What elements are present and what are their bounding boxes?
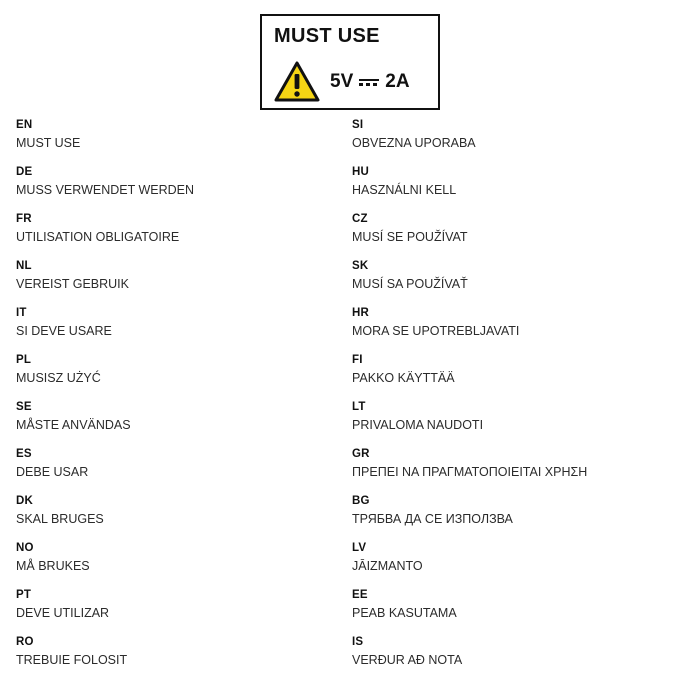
label-rating-row: [274, 61, 410, 103]
language-text: MÅ BRUKES: [16, 559, 90, 573]
list-item: [16, 588, 340, 621]
list-item: [352, 165, 680, 198]
list-item: [16, 118, 340, 151]
language-code: HR: [352, 307, 370, 319]
language-code: CZ: [352, 213, 368, 225]
list-item: [352, 353, 680, 386]
language-code: SI: [352, 119, 364, 131]
list-item: [16, 400, 340, 433]
language-code: FI: [352, 354, 363, 366]
language-text: DEVE UTILIZAR: [16, 606, 110, 620]
list-item: [16, 541, 340, 574]
language-text: MUSÍ SA POUŽÍVAŤ: [352, 277, 468, 291]
language-code: LV: [352, 542, 367, 554]
power-rating: [330, 71, 410, 93]
language-text: SKAL BRUGES: [16, 512, 104, 526]
dc-current-symbol: [359, 75, 379, 89]
language-text: VEREIST GEBRUIK: [16, 277, 129, 291]
must-use-label-box: [260, 14, 440, 110]
language-text: VERÐUR AÐ NOTA: [352, 653, 463, 667]
language-text: MUSISZ UŻYĆ: [16, 371, 101, 385]
language-code: FR: [16, 213, 32, 225]
list-item: [352, 400, 680, 433]
language-code: HU: [352, 166, 370, 178]
language-text: UTILISATION OBLIGATOIRE: [16, 230, 180, 244]
list-item: [16, 635, 340, 668]
language-code: EE: [352, 589, 368, 601]
list-item: [16, 353, 340, 386]
list-item: [16, 259, 340, 292]
language-text: PAKKO KÄYTTÄÄ: [352, 371, 455, 385]
current-value: 2A: [385, 71, 410, 92]
language-text: TREBUIE FOLOSIT: [16, 653, 128, 667]
language-code: PT: [16, 589, 32, 601]
language-text: MUST USE: [16, 136, 81, 150]
voltage-value: 5V: [330, 71, 354, 92]
list-item: [352, 447, 680, 480]
language-text: OBVEZNA UPORABA: [352, 136, 476, 150]
list-item: [16, 494, 340, 527]
label-title: MUST USE: [274, 25, 380, 47]
language-code: IS: [352, 636, 364, 648]
language-code: DE: [16, 166, 33, 178]
list-item: [352, 118, 680, 151]
language-code: BG: [352, 495, 370, 507]
language-code: DK: [16, 495, 34, 507]
language-text: PRIVALOMA NAUDOTI: [352, 418, 484, 432]
list-item: [352, 259, 680, 292]
language-code: LT: [352, 401, 366, 413]
language-text: ТРЯБВА ДА СЕ ИЗПОЛЗВА: [352, 512, 513, 526]
list-item: [352, 306, 680, 339]
list-item: [16, 447, 340, 480]
list-item: [16, 165, 340, 198]
list-item: [16, 306, 340, 339]
language-text: MÅSTE ANVÄNDAS: [16, 418, 131, 432]
language-text: HASZNÁLNI KELL: [352, 183, 457, 197]
language-code: IT: [16, 307, 27, 319]
warning-triangle-icon: [274, 61, 320, 103]
language-code: PL: [16, 354, 32, 366]
language-text: MORA SE UPOTREBLJAVATI: [352, 324, 520, 338]
language-code: ES: [16, 448, 32, 460]
list-item: [16, 212, 340, 245]
language-text: JĀIZMANTO: [352, 559, 423, 573]
language-text: DEBE USAR: [16, 465, 89, 479]
language-text: PEAB KASUTAMA: [352, 606, 457, 620]
language-code: SK: [352, 260, 369, 272]
list-item: [352, 541, 680, 574]
list-item: [352, 494, 680, 527]
language-code: NO: [16, 542, 34, 554]
list-item: [352, 212, 680, 245]
language-code: RO: [16, 636, 34, 648]
language-code: NL: [16, 260, 32, 272]
translation-columns: [0, 118, 700, 682]
language-text: MUSS VERWENDET WERDEN: [16, 183, 195, 197]
list-item: [352, 588, 680, 621]
language-code: EN: [16, 119, 33, 131]
language-text: SI DEVE USARE: [16, 324, 112, 338]
translation-column-left: [0, 118, 340, 682]
language-code: GR: [352, 448, 370, 460]
language-text: MUSÍ SE POUŽÍVAT: [352, 230, 468, 244]
list-item: [352, 635, 680, 668]
language-text: ΠΡΕΠΕΙ ΝΑ ΠΡΑΓΜΑΤΟΠΟΙΕΙΤΑΙ ΧΡΗΣΗ: [352, 465, 588, 479]
language-code: SE: [16, 401, 32, 413]
translation-column-right: [340, 118, 680, 682]
